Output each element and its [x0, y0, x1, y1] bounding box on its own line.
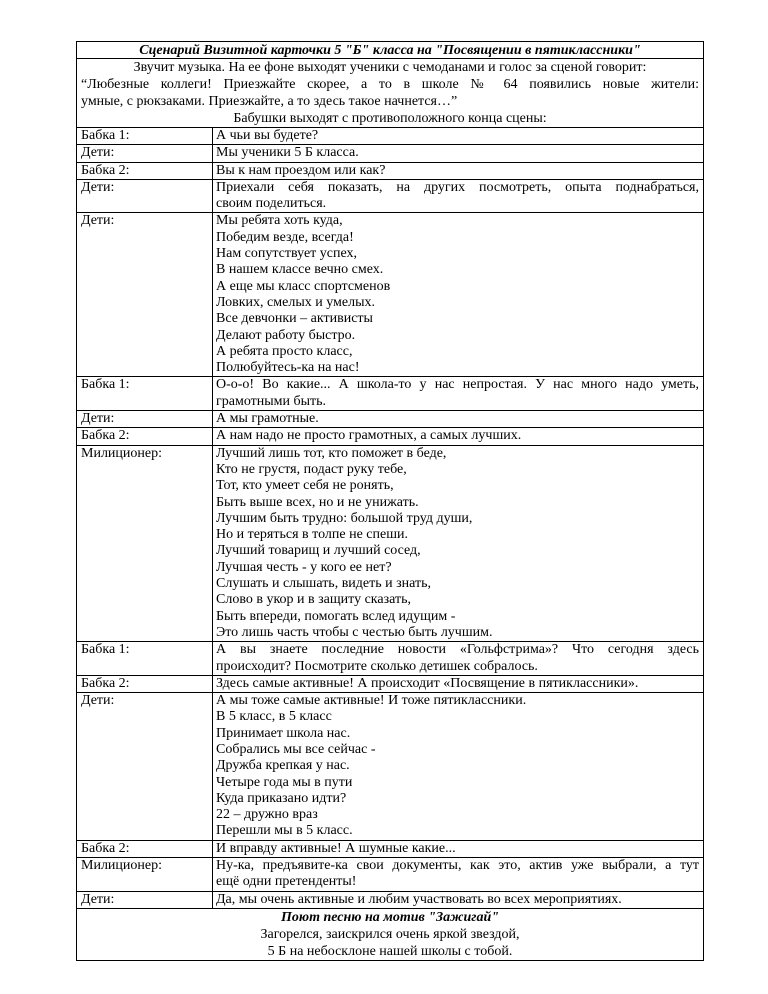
line-text: Вы к нам проездом или как? — [216, 162, 386, 178]
line-text: Ну-ка, предъявите-ка свои документы, как это, актив уже выбрали, а тут — [216, 858, 699, 874]
speaker-lines — [213, 858, 703, 891]
speaker-name: Бабка 2: — [77, 841, 213, 857]
dialogue-rows — [77, 128, 703, 909]
speaker-lines — [213, 642, 703, 675]
intro-block — [77, 59, 703, 128]
speaker-name: Бабка 1: — [77, 128, 213, 144]
speaker-name: Дети: — [77, 693, 213, 840]
line-text: Кто не грустя, подаст руку тебе, — [216, 461, 407, 477]
speaker-lines — [213, 377, 703, 410]
line-text: А ребята просто класс, — [216, 343, 353, 359]
dialogue-row — [77, 446, 703, 643]
dialogue-row — [77, 693, 703, 841]
speaker-name: Бабка 2: — [77, 428, 213, 444]
line-text: Да, мы очень активные и любим участвовать во всех мероприятиях. — [216, 891, 622, 907]
speaker-lines — [213, 841, 703, 857]
speaker-lines — [213, 213, 703, 376]
line-text: О-о-о! Во какие... А школа-то у нас непростая. У нас много надо уметь, — [216, 377, 699, 393]
speaker-name: Бабка 2: — [77, 676, 213, 692]
line-text: Мы ребята хоть куда, — [216, 213, 343, 229]
line-text: Лучшим быть трудно: большой труд души, — [216, 510, 473, 526]
song-line: 5 Б на небосклоне нашей школы с тобой. — [267, 943, 513, 959]
dialogue-row — [77, 841, 703, 858]
line-text: Но и теряться в толпе не спеши. — [216, 527, 408, 543]
line-text: Тот, кто умеет себя не ронять, — [216, 478, 394, 494]
intro-line: умные, с рюкзаками. Приезжайте, а то здесь такое начнется…” — [81, 94, 458, 109]
speaker-name: Дети: — [77, 145, 213, 161]
line-text: А чьи вы будете? — [216, 128, 319, 143]
line-text: А мы грамотные. — [216, 411, 319, 427]
stage-direction: Бабушки выходят с противоположного конца сцены: — [233, 111, 547, 126]
speaker-lines — [213, 163, 703, 179]
speaker-name: Бабка 1: — [77, 377, 213, 410]
speaker-lines — [213, 180, 703, 213]
line-text: А нам надо не просто грамотных, а самых лучших. — [216, 428, 522, 444]
line-text: Победим везде, всегда! — [216, 229, 354, 245]
dialogue-row — [77, 642, 703, 676]
dialogue-row — [77, 213, 703, 377]
line-text: И вправду активные! А шумные какие... — [216, 840, 456, 856]
line-text: ещё одни претенденты! — [216, 874, 357, 890]
line-text: Все девчонки – активисты — [216, 311, 373, 327]
song-heading: Поют песню на мотив "Зажигай" — [280, 909, 500, 925]
dialogue-row — [77, 163, 703, 180]
speaker-lines — [213, 128, 703, 144]
speaker-name: Бабка 2: — [77, 163, 213, 179]
line-text: Слово в укор и в защиту сказать, — [216, 592, 411, 608]
line-text: А еще мы класс спортсменов — [216, 278, 391, 294]
line-text: А мы тоже самые активные! И тоже пятиклассники. — [216, 693, 527, 709]
line-text: Четыре года мы в пути — [216, 774, 353, 790]
speaker-name: Дети: — [77, 180, 213, 213]
line-text: Быть впереди, помогать вслед идущим - — [216, 608, 456, 624]
line-text: Ловких, смелых и умелых. — [216, 294, 376, 310]
line-text: Мы ученики 5 Б класса. — [216, 145, 359, 161]
song-line: Загорелся, заискрился очень яркой звездой, — [260, 926, 520, 942]
line-text: Быть выше всех, но и не унижать. — [216, 494, 419, 510]
line-text: своим поделиться. — [216, 196, 327, 212]
speaker-name: Дети: — [77, 892, 213, 908]
line-text: Полюбуйтесь-ка на нас! — [216, 360, 360, 376]
speaker-name: Милиционер: — [77, 858, 213, 891]
line-text: Дружба крепкая у нас. — [216, 758, 350, 774]
line-text: Делают работу быстро. — [216, 327, 356, 343]
line-text: Принимает школа нас. — [216, 725, 351, 741]
speaker-lines — [213, 693, 703, 840]
line-text: Куда приказано идти? — [216, 790, 347, 806]
speaker-name: Бабка 1: — [77, 642, 213, 675]
speaker-name: Дети: — [77, 213, 213, 376]
dialogue-row — [77, 180, 703, 214]
dialogue-row — [77, 428, 703, 445]
line-text: Нам сопутствует успех, — [216, 246, 358, 262]
speaker-lines — [213, 411, 703, 427]
document-title: Сценарий Визитной карточки 5 "Б" класса на "Посвящении в пятиклассники" — [77, 42, 703, 59]
dialogue-row — [77, 858, 703, 892]
line-text: А вы знаете последние новости «Гольфстрима»? Что сегодня здесь — [216, 642, 699, 658]
line-text: происходит? Посмотрите сколько детишек собралось. — [216, 658, 538, 674]
line-text: Лучший товарищ и лучший сосед, — [216, 543, 421, 559]
dialogue-row — [77, 377, 703, 411]
line-text: В 5 класс, в 5 класс — [216, 709, 332, 725]
speaker-lines — [213, 892, 703, 908]
line-text: Лучший лишь тот, кто поможет в беде, — [216, 445, 447, 461]
dialogue-row — [77, 411, 703, 428]
line-text: Лучшая честь - у кого ее нет? — [216, 559, 392, 575]
script-table — [76, 41, 704, 961]
dialogue-row — [77, 892, 703, 909]
speaker-name: Дети: — [77, 411, 213, 427]
dialogue-row — [77, 676, 703, 693]
line-text: Это лишь часть чтобы с честью быть лучшим. — [216, 624, 493, 640]
line-text: Собрались мы все сейчас - — [216, 741, 376, 757]
song-block — [77, 909, 703, 961]
speaker-lines — [213, 446, 703, 642]
line-text: грамотными быть. — [216, 393, 327, 409]
line-text: В нашем классе вечно смех. — [216, 262, 384, 278]
intro-line: Звучит музыка. На ее фоне выходят ученики с чемоданами и голос за сценой говорит: — [133, 60, 647, 75]
speaker-lines — [213, 428, 703, 444]
line-text: 22 – дружно враз — [216, 807, 318, 823]
speaker-lines — [213, 676, 703, 692]
line-text: Слушать и слышать, видеть и знать, — [216, 576, 432, 592]
line-text: Перешли мы в 5 класс. — [216, 823, 353, 839]
dialogue-row — [77, 145, 703, 162]
speaker-lines — [213, 145, 703, 161]
speaker-name: Милиционер: — [77, 446, 213, 642]
line-text: Здесь самые активные! А происходит «Посвящение в пятиклассники». — [216, 675, 639, 691]
intro-line: “Любезные коллеги! Приезжайте скорее, а то в школе № 64 появились новые жители: — [81, 77, 699, 92]
line-text: Приехали себя показать, на других посмотреть, опыта поднабраться, — [216, 179, 699, 195]
dialogue-row — [77, 128, 703, 145]
